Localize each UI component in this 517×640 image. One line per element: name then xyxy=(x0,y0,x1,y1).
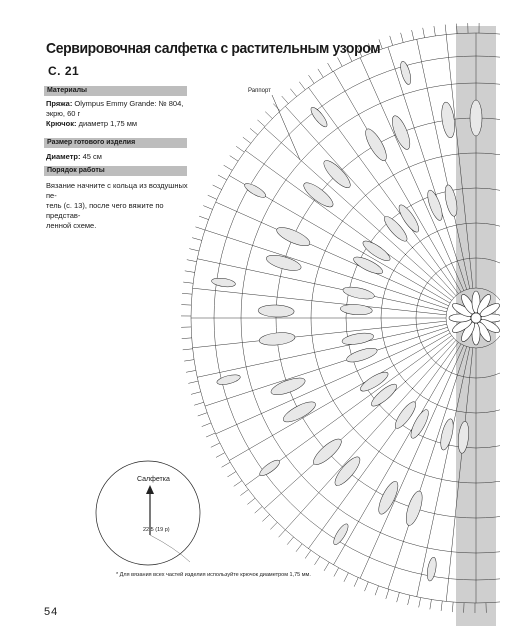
schema-arrowhead xyxy=(146,485,154,494)
yarn-value-2: экрю, 60 г xyxy=(46,109,81,118)
procedure-line: Вязание начните с кольца из воздушных пе- xyxy=(46,181,188,200)
repeat-label: Раппорт xyxy=(248,88,271,94)
schema-radius-line xyxy=(150,535,190,562)
hook-label: Крючок: xyxy=(46,119,77,128)
yarn-value: Olympus Emmy Grande: № 804, xyxy=(74,99,184,108)
diameter-value: 45 см xyxy=(82,152,102,161)
schema-dimension: 22,5 (19 р) xyxy=(143,527,170,533)
materials-header: Материалы xyxy=(44,86,187,96)
procedure-line: ленной схеме. xyxy=(46,221,97,230)
size-header: Размер готового изделия xyxy=(44,138,187,148)
procedure-header: Порядок работы xyxy=(44,166,187,176)
footnote: * Для вязания всех частей изделия используйте крючок диаметром 1,75 мм. xyxy=(116,572,311,578)
procedure-line: тель (с. 13), после чего вяжите по представ- xyxy=(46,201,164,220)
page-number: 54 xyxy=(44,606,59,618)
page-title: Сервировочная салфетка с растительным узором xyxy=(46,40,381,57)
yarn-label: Пряжа: xyxy=(46,99,73,108)
hook-value: диаметр 1,75 мм xyxy=(78,119,138,128)
page-reference: С. 21 xyxy=(48,64,80,78)
schema-label: Салфетка xyxy=(137,476,170,483)
diameter-label: Диаметр: xyxy=(46,152,81,161)
